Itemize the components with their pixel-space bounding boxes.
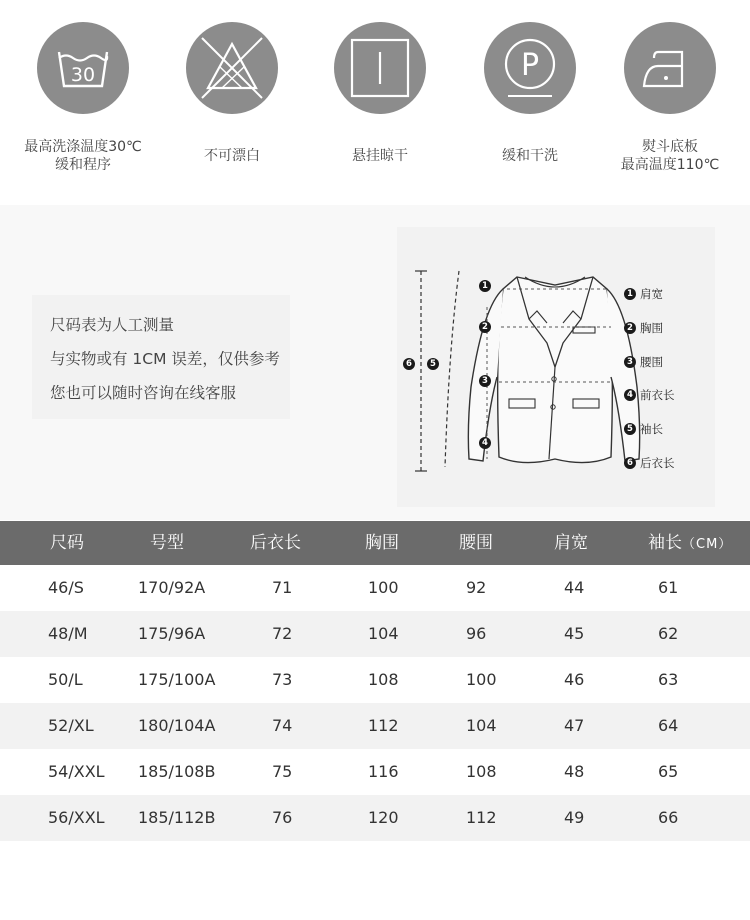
legend-item: 4 前衣长 <box>624 387 675 403</box>
legend-item: 2 胸围 <box>624 320 663 336</box>
wash-30-icon <box>37 22 129 114</box>
legend-item: 3 腰围 <box>624 354 663 370</box>
care-item-bleach <box>157 22 307 165</box>
wash-temp-text: 30 <box>70 64 96 86</box>
care-instructions <box>0 0 750 205</box>
care-label: 不可漂白 <box>204 148 260 164</box>
dry-clean-letter: P <box>520 48 540 83</box>
table-cell: 47 <box>564 716 585 735</box>
table-cell: 48/M <box>48 624 88 643</box>
figure-marker-3: 3 <box>479 375 491 387</box>
table-cell: 73 <box>272 670 293 689</box>
table-cell: 185/108B <box>138 762 216 781</box>
header-unit: （CM） <box>682 537 733 552</box>
table-cell: 49 <box>564 808 585 827</box>
table-row <box>0 749 750 795</box>
table-cell: 108 <box>368 670 399 689</box>
table-row <box>0 703 750 749</box>
table-cell: 52/XL <box>48 716 94 735</box>
legend-item: 6 后衣长 <box>624 455 675 471</box>
table-cell: 45 <box>564 624 585 643</box>
table-cell: 64 <box>658 716 679 735</box>
figure-marker-1: 1 <box>479 280 491 292</box>
header-sleeve: 袖长（CM） <box>648 533 733 553</box>
table-cell: 112 <box>368 716 399 735</box>
table-cell: 54/XXL <box>48 762 105 781</box>
table-cell: 104 <box>466 716 497 735</box>
header-model: 号型 <box>150 533 184 553</box>
legend-item: 1 肩宽 <box>624 286 663 302</box>
table-cell: 46 <box>564 670 585 689</box>
care-item-dryclean <box>455 22 605 165</box>
care-label: 最高洗涤温度30℃ 缓和程序 <box>24 139 142 173</box>
table-row <box>0 565 750 611</box>
note-line-2: 与实物或有 1CM 误差，仅供参考 <box>50 350 280 368</box>
table-cell: 170/92A <box>138 578 206 597</box>
table-cell: 46/S <box>48 578 84 597</box>
legend-item: 5 袖长 <box>624 421 663 437</box>
table-cell: 180/104A <box>138 716 216 735</box>
care-item-wash <box>8 22 158 174</box>
table-cell: 76 <box>272 808 293 827</box>
table-cell: 44 <box>564 578 585 597</box>
table-cell: 185/112B <box>138 808 216 827</box>
table-body <box>0 565 750 841</box>
figure-marker-5: 5 <box>427 358 439 370</box>
header-waist: 腰围 <box>459 533 493 553</box>
header-back-length: 后衣长 <box>250 533 301 553</box>
table-cell: 63 <box>658 670 679 689</box>
table-cell: 92 <box>466 578 487 597</box>
garment-figure <box>397 227 715 507</box>
care-item-hang <box>305 22 455 165</box>
table-cell: 175/100A <box>138 670 216 689</box>
table-cell: 96 <box>466 624 487 643</box>
header-chest: 胸围 <box>365 533 399 553</box>
table-row <box>0 657 750 703</box>
table-row <box>0 611 750 657</box>
table-cell: 48 <box>564 762 585 781</box>
table-cell: 50/L <box>48 670 83 689</box>
note-line-3: 您也可以随时咨询在线客服 <box>50 384 237 402</box>
care-label: 缓和干洗 <box>502 148 558 164</box>
table-cell: 72 <box>272 624 293 643</box>
table-cell: 74 <box>272 716 293 735</box>
measurement-note <box>32 295 290 419</box>
figure-marker-6: 6 <box>403 358 415 370</box>
figure-marker-2: 2 <box>479 321 491 333</box>
table-cell: 104 <box>368 624 399 643</box>
header-shoulder: 肩宽 <box>554 533 588 553</box>
size-table <box>0 521 750 841</box>
table-cell: 108 <box>466 762 497 781</box>
measurement-section <box>0 205 750 520</box>
care-item-iron <box>595 22 745 174</box>
hang-dry-icon <box>334 22 426 114</box>
table-cell: 56/XXL <box>48 808 105 827</box>
no-bleach-icon <box>186 22 278 114</box>
table-cell: 116 <box>368 762 399 781</box>
iron-110-icon <box>624 22 716 114</box>
table-cell: 62 <box>658 624 679 643</box>
figure-marker-4: 4 <box>479 437 491 449</box>
table-cell: 71 <box>272 578 293 597</box>
table-cell: 120 <box>368 808 399 827</box>
table-cell: 75 <box>272 762 293 781</box>
table-header <box>0 521 750 565</box>
table-cell: 175/96A <box>138 624 206 643</box>
care-label: 悬挂晾干 <box>352 148 408 164</box>
table-cell: 112 <box>466 808 497 827</box>
table-row <box>0 795 750 841</box>
table-cell: 65 <box>658 762 679 781</box>
table-cell: 66 <box>658 808 679 827</box>
table-cell: 61 <box>658 578 679 597</box>
note-line-1: 尺码表为人工测量 <box>50 316 175 334</box>
care-label: 熨斗底板 最高温度110℃ <box>620 139 720 173</box>
table-cell: 100 <box>466 670 497 689</box>
header-size: 尺码 <box>50 533 84 553</box>
table-cell: 100 <box>368 578 399 597</box>
dry-clean-p-icon <box>484 22 576 114</box>
